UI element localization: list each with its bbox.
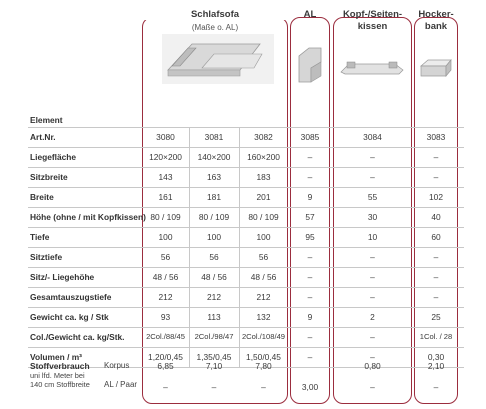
table-cell: 2Col./88/45 <box>146 332 185 341</box>
table-cell: 140×200 <box>197 152 231 162</box>
al-paar-cell: – <box>370 382 375 392</box>
table-cell: – <box>433 272 439 282</box>
table-line <box>28 227 464 228</box>
table-line <box>28 347 464 348</box>
table-cell: 56 <box>209 252 219 262</box>
table-cell: – <box>370 172 375 182</box>
table-cell: 1,35/0,45 <box>196 352 232 362</box>
table-cell: – <box>370 292 375 302</box>
table-cell: 102 <box>429 192 443 202</box>
table-cell: – <box>307 172 313 182</box>
row-label: Sitzbreite <box>30 172 68 182</box>
table-cell: – <box>307 252 313 262</box>
table-cell: 3081 <box>204 132 224 142</box>
table-cell: 132 <box>256 312 271 322</box>
row-label: Col./Gewicht ca. kg/Stk. <box>30 332 125 342</box>
table-cell: 163 <box>207 172 221 182</box>
table-cell: 48 / 56 <box>201 272 227 282</box>
kopfkissen-image <box>339 56 407 78</box>
table-cell: 93 <box>160 312 171 322</box>
table-cell: 100 <box>256 232 271 242</box>
al-paar-cell: – <box>261 382 266 392</box>
al-paar-cell: – <box>163 382 168 392</box>
al-header: AL <box>303 9 317 20</box>
stoff-label-line2: uni lfd. Meter bei <box>30 371 85 380</box>
table-cell: – <box>307 332 313 342</box>
table-line <box>28 147 464 148</box>
table-cell: 100 <box>158 232 173 242</box>
table-cell: – <box>307 152 313 162</box>
table-cell: 201 <box>256 192 271 202</box>
table-cell: 212 <box>207 292 221 302</box>
table-cell: 3083 <box>426 132 446 142</box>
row-label: Gesamtauszugstiefe <box>30 292 112 302</box>
al-paar-cell: – <box>211 382 217 392</box>
table-cell: – <box>433 172 439 182</box>
table-cell: 60 <box>431 232 441 242</box>
korpus-cell: 7,80 <box>255 361 272 371</box>
table-cell: 56 <box>160 252 171 262</box>
table-cell: 3085 <box>300 132 320 142</box>
row-label: Volumen / m³ <box>30 352 82 362</box>
table-cell: – <box>433 152 439 162</box>
table-line <box>28 287 464 288</box>
row-label: Sitztiefe <box>30 252 63 262</box>
element-label: Element <box>30 115 63 125</box>
table-line <box>28 327 464 328</box>
table-cell: – <box>370 352 375 362</box>
table-cell: – <box>307 352 313 362</box>
table-cell: 161 <box>158 192 173 202</box>
table-cell: 48 / 56 <box>152 272 179 282</box>
table-cell: – <box>370 332 375 342</box>
table-cell: 55 <box>367 192 378 202</box>
schlafsofa-subheader: (Maße o. AL) <box>191 23 239 32</box>
table-cell: 1,50/0,45 <box>246 352 281 362</box>
table-cell: 57 <box>305 212 315 222</box>
table-cell: 3080 <box>156 132 175 142</box>
table-cell: 9 <box>307 192 313 202</box>
table-cell: 100 <box>207 232 221 242</box>
table-cell: 48 / 56 <box>250 272 277 282</box>
table-line <box>28 127 464 128</box>
table-line <box>28 207 464 208</box>
table-cell: 2Col./98/47 <box>194 332 234 341</box>
hockerbank-image <box>418 56 454 82</box>
hockerbank-header-line2: bank <box>424 21 448 32</box>
hockerbank-header-line1: Hocker- <box>418 9 454 20</box>
column-divider <box>239 127 240 367</box>
table-cell: 80 / 109 <box>248 212 279 222</box>
table-cell: 120×200 <box>149 152 182 162</box>
table-cell: 80 / 109 <box>150 212 181 222</box>
table-line <box>28 307 464 308</box>
kopfkissen-header-line1: Kopf-/Seiten- <box>342 9 403 20</box>
row-label: Art.Nr. <box>30 132 56 142</box>
row-label: Höhe (ohne / mit Kopfkissen) <box>30 212 146 222</box>
table-cell: 113 <box>207 312 221 322</box>
kopfkissen-header-line2: kissen <box>357 21 388 32</box>
table-cell: 40 <box>431 212 441 222</box>
table-cell: – <box>370 272 375 282</box>
table-cell: 80 / 109 <box>198 212 230 222</box>
table-cell: 0,30 <box>427 352 445 362</box>
table-line <box>28 267 464 268</box>
armlehne-image <box>295 42 325 88</box>
schlafsofa-image <box>162 34 274 84</box>
table-cell: 3084 <box>363 132 382 142</box>
column-divider <box>189 127 190 367</box>
table-cell: – <box>307 292 313 302</box>
table-cell: 2 <box>370 312 375 322</box>
table-cell: 181 <box>207 192 221 202</box>
korpus-cell: 6,85 <box>157 361 174 371</box>
table-cell: – <box>370 252 375 262</box>
al-paar-cell: – <box>433 382 439 392</box>
al-paar-label: AL / Paar <box>104 380 138 389</box>
row-label: Tiefe <box>30 232 50 242</box>
table-cell: 9 <box>307 312 313 322</box>
table-line <box>28 187 464 188</box>
korpus-cell: 2,10 <box>427 361 445 371</box>
table-cell: 3082 <box>254 132 273 142</box>
table-cell: 56 <box>258 252 269 262</box>
table-line <box>28 247 464 248</box>
stoff-label-line1: Stoffverbrauch <box>30 361 90 371</box>
al-paar-cell: 3,00 <box>301 382 319 392</box>
table-cell: 2Col./108/49 <box>241 332 286 341</box>
korpus-cell: 7,10 <box>205 361 223 371</box>
table-cell: 212 <box>158 292 173 302</box>
table-cell: 10 <box>367 232 378 242</box>
table-cell: 25 <box>431 312 441 322</box>
table-cell: 95 <box>305 232 315 242</box>
table-cell: – <box>370 152 375 162</box>
row-label: Gewicht ca. kg / Stk <box>30 312 109 322</box>
table-cell: 143 <box>158 172 173 182</box>
stoff-label-line3: 140 cm Stoffbreite <box>30 380 90 389</box>
table-cell: – <box>433 252 439 262</box>
row-label: Liegefläche <box>30 152 77 162</box>
table-cell: 1Col. / 28 <box>419 332 453 341</box>
table-line <box>28 167 464 168</box>
table-cell: 30 <box>367 212 378 222</box>
korpus-label: Korpus <box>104 361 130 370</box>
table-cell: 160×200 <box>247 152 280 162</box>
table-cell: 183 <box>256 172 271 182</box>
table-cell: 1,20/0,45 <box>148 352 183 362</box>
row-label: Breite <box>30 192 54 202</box>
table-cell: 212 <box>256 292 271 302</box>
table-cell: – <box>433 292 439 302</box>
table-cell: – <box>307 272 313 282</box>
korpus-cell: 0,80 <box>364 361 381 371</box>
schlafsofa-header: Schlafsofa <box>142 10 288 20</box>
row-label: Sitz/- Liegehöhe <box>30 272 95 282</box>
